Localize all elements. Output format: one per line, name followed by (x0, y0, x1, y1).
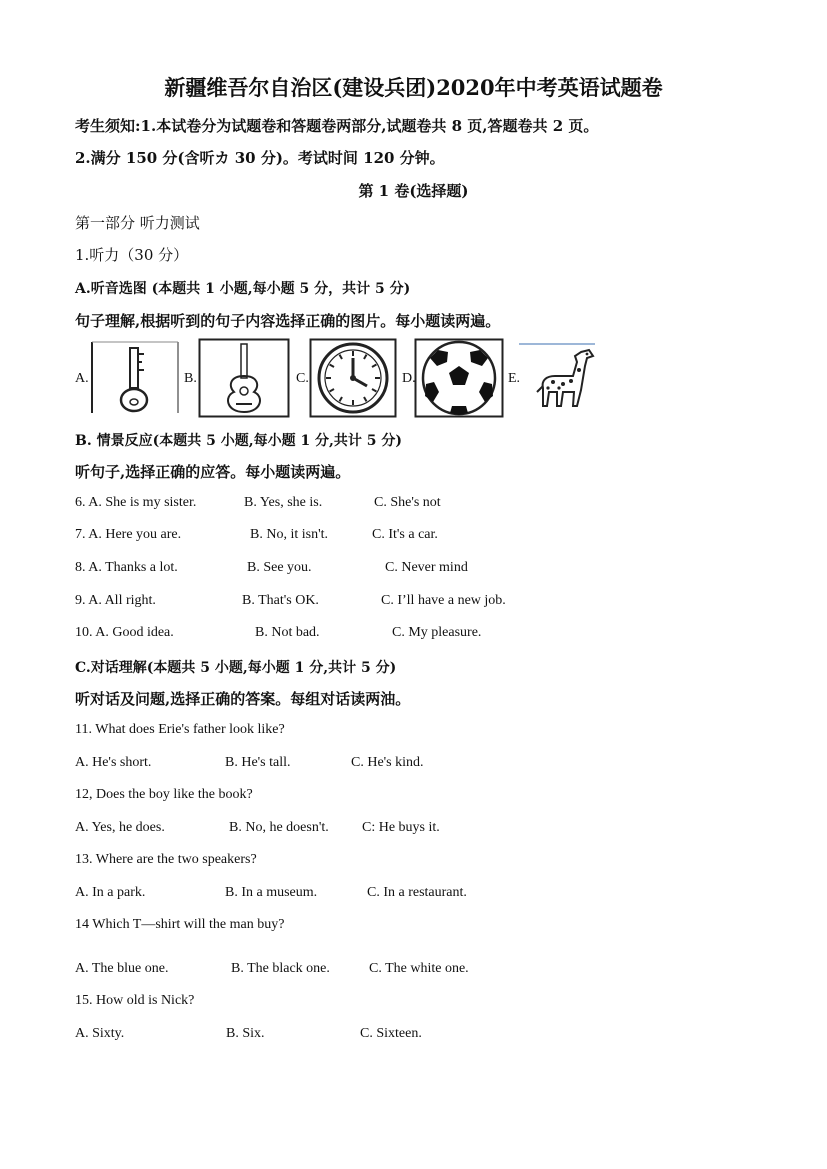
section-c-header: C.对话理解(本题共 5 小题,每小题 1 分,共计 5 分) (75, 660, 397, 676)
football-icon (414, 338, 504, 418)
q6-option-c: C. She's not (374, 495, 441, 510)
q15-option-b: B. Six. (226, 1026, 265, 1041)
q8-option-b: B. See you. (247, 560, 312, 575)
q9-option-c: C. I’ll have a new job. (381, 593, 506, 608)
giraffe-icon (519, 340, 599, 415)
q9-option-a: 9. A. All right. (75, 593, 156, 608)
q12-question: 12, Does the boy like the book? (75, 787, 253, 802)
notice-line-1: 考生须知:1.本试卷分为试题卷和答题卷两部分,试题卷共 8 页,答题卷共 2 页。 (75, 117, 599, 135)
picture-label-b: B. (184, 371, 197, 386)
q13-question: 13. Where are the two speakers? (75, 852, 257, 867)
q11-option-c: C. He's kind. (351, 755, 424, 770)
section-listening: 1.听力（30 分） (75, 246, 189, 264)
q11-question: 11. What does Erie's father look like? (75, 722, 285, 737)
q15-option-a: A. Sixty. (75, 1026, 125, 1041)
section-c-instruction: 听对话及问题,选择正确的答案。每组对话读两油。 (75, 690, 411, 708)
section-b-header: B. 情景反应(本题共 5 小题,每小题 1 分,共计 5 分) (75, 433, 403, 449)
section-a-header: A.听音选图 (本题共 1 小题,每小题 5 分，共计 5 分) (75, 281, 411, 297)
clock-icon (309, 338, 397, 418)
q14-question: 14 Which T—shirt will the man buy? (75, 917, 285, 932)
q8-option-a: 8. A. Thanks a lot. (75, 560, 178, 575)
q12-option-b: B. No, he doesn't. (229, 820, 329, 835)
q13-option-b: B. In a museum. (225, 885, 318, 900)
q10-option-a: 10. A. Good idea. (75, 625, 174, 640)
q11-option-a: A. He's short. (75, 755, 152, 770)
picture-label-d: D. (402, 371, 416, 386)
q13-option-c: C. In a restaurant. (367, 885, 467, 900)
q8-option-c: C. Never mind (385, 560, 468, 575)
guitar-icon (198, 338, 290, 418)
q6-option-a: 6. A. She is my sister. (75, 495, 197, 510)
notice-line-2: 2.满分 150 分(含听カ 30 分)。考试时间 120 分钟。 (75, 149, 445, 167)
q7-option-c: C. It's a car. (372, 527, 438, 542)
page-title: 新疆维吾尔自治区(建设兵团)2020年中考英语试题卷 (164, 75, 663, 100)
part-title: 第一部分 听力测试 (75, 214, 200, 232)
q14-option-b: B. The black one. (231, 961, 330, 976)
key-icon (90, 340, 180, 415)
picture-label-a: A. (75, 371, 89, 386)
q12-option-c: C: He buys it. (362, 820, 440, 835)
q7-option-b: B. No, it isn't. (250, 527, 328, 542)
q14-option-a: A. The blue one. (75, 961, 169, 976)
q10-option-b: B. Not bad. (255, 625, 320, 640)
picture-label-c: C. (296, 371, 309, 386)
picture-label-e: E. (508, 371, 521, 386)
q6-option-b: B. Yes, she is. (244, 495, 323, 510)
section-a-instruction: 句子理解,根据听到的句子内容选择正确的图片。每小题读两遍。 (75, 312, 501, 330)
q15-option-c: C. Sixteen. (360, 1026, 422, 1041)
volume-title: 第 1 卷(选择题) (358, 182, 469, 200)
q10-option-c: C. My pleasure. (392, 625, 482, 640)
q11-option-b: B. He's tall. (225, 755, 291, 770)
q9-option-b: B. That's OK. (242, 593, 319, 608)
q13-option-a: A. In a park. (75, 885, 146, 900)
q12-option-a: A. Yes, he does. (75, 820, 165, 835)
q15-question: 15. How old is Nick? (75, 993, 195, 1008)
q14-option-c: C. The white one. (369, 961, 469, 976)
section-b-instruction: 听句子,选择正确的应答。每小题读两遍。 (75, 463, 351, 481)
q7-option-a: 7. A. Here you are. (75, 527, 182, 542)
